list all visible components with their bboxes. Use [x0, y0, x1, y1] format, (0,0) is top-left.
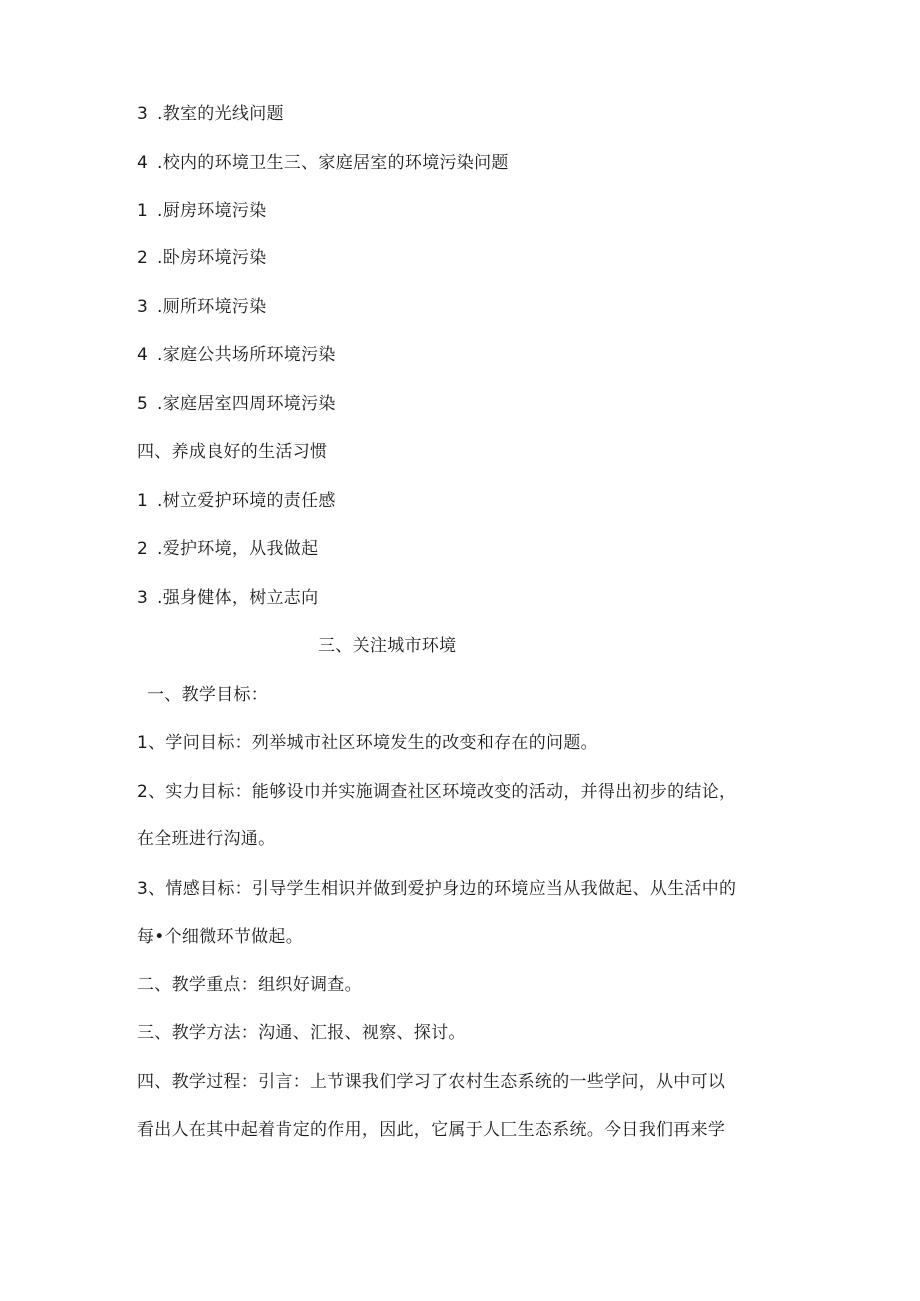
teaching-methods: 三、教学方法：沟通、汇报、视察、探讨。 — [137, 1023, 466, 1043]
list-item-number: 1 — [137, 201, 149, 221]
list-item-text: .爱护环境，从我做起 — [157, 539, 319, 559]
list-item-text: .卧房环境污染 — [157, 248, 267, 268]
list-item — [137, 537, 318, 561]
goal-knowledge: 1、学问目标：列举城市社区环境发生的改变和存在的问题。 — [137, 733, 598, 753]
list-item-number: 1 — [137, 491, 149, 511]
list-item-text: .家庭公共场所环境污染 — [157, 345, 336, 365]
list-item — [137, 246, 267, 270]
list-item-number: 5 — [137, 394, 149, 414]
goal-emotion: 3、情感目标：引导学生相识并做到爱护身边的环境应当从我做起、从生活中的 — [137, 879, 737, 899]
list-item — [137, 392, 336, 416]
list-item-text: .校内的环境卫生三、家庭居室的环境污染问题 — [157, 153, 509, 173]
list-item-text: .厨房环境污染 — [157, 201, 267, 221]
list-item-number: 3 — [137, 588, 149, 608]
list-item — [137, 102, 284, 126]
teaching-process: 四、教学过程：引言：上节课我们学习了农村生态系统的一些学问，从中可以 — [137, 1072, 726, 1092]
section-heading: 四、养成良好的生活习惯 — [137, 442, 328, 462]
list-item-number: 2 — [137, 539, 149, 559]
list-item-number: 2 — [137, 248, 149, 268]
list-item-number: 3 — [137, 297, 149, 317]
goal-ability-continued: 在全班进行沟通。 — [137, 829, 276, 849]
teaching-process-continued: 看出人在其中起着肯定的作用，因此，它属于人匚生态系统。今日我们再来学 — [137, 1120, 726, 1140]
list-item-text: .树立爱护环境的责任感 — [157, 491, 336, 511]
list-item — [137, 586, 318, 610]
teaching-key-point: 二、教学重点：组织好调查。 — [137, 975, 362, 995]
goal-ability: 2、实力目标：能够设巾并实施调查社区环境改变的活动，并得出初步的结论， — [137, 782, 737, 802]
list-item — [137, 151, 509, 175]
lesson-title: 三、关注城市环境 — [318, 636, 457, 656]
list-item-number: 4 — [137, 345, 149, 365]
list-item-text: .家庭居室四周环境污染 — [157, 394, 336, 414]
list-item — [137, 295, 267, 319]
goals-heading: 一、教学目标： — [147, 685, 269, 705]
list-item-number: 3 — [137, 104, 149, 124]
list-item-number: 4 — [137, 153, 149, 173]
list-item-text: .强身健体，树立志向 — [157, 588, 319, 608]
list-item-text: .厕所环境污染 — [157, 297, 267, 317]
list-item-text: .教室的光线问题 — [157, 104, 284, 124]
list-item — [137, 343, 336, 367]
list-item — [137, 489, 336, 513]
list-item — [137, 199, 267, 223]
goal-emotion-continued: 每•个细微环节做起。 — [137, 927, 304, 947]
